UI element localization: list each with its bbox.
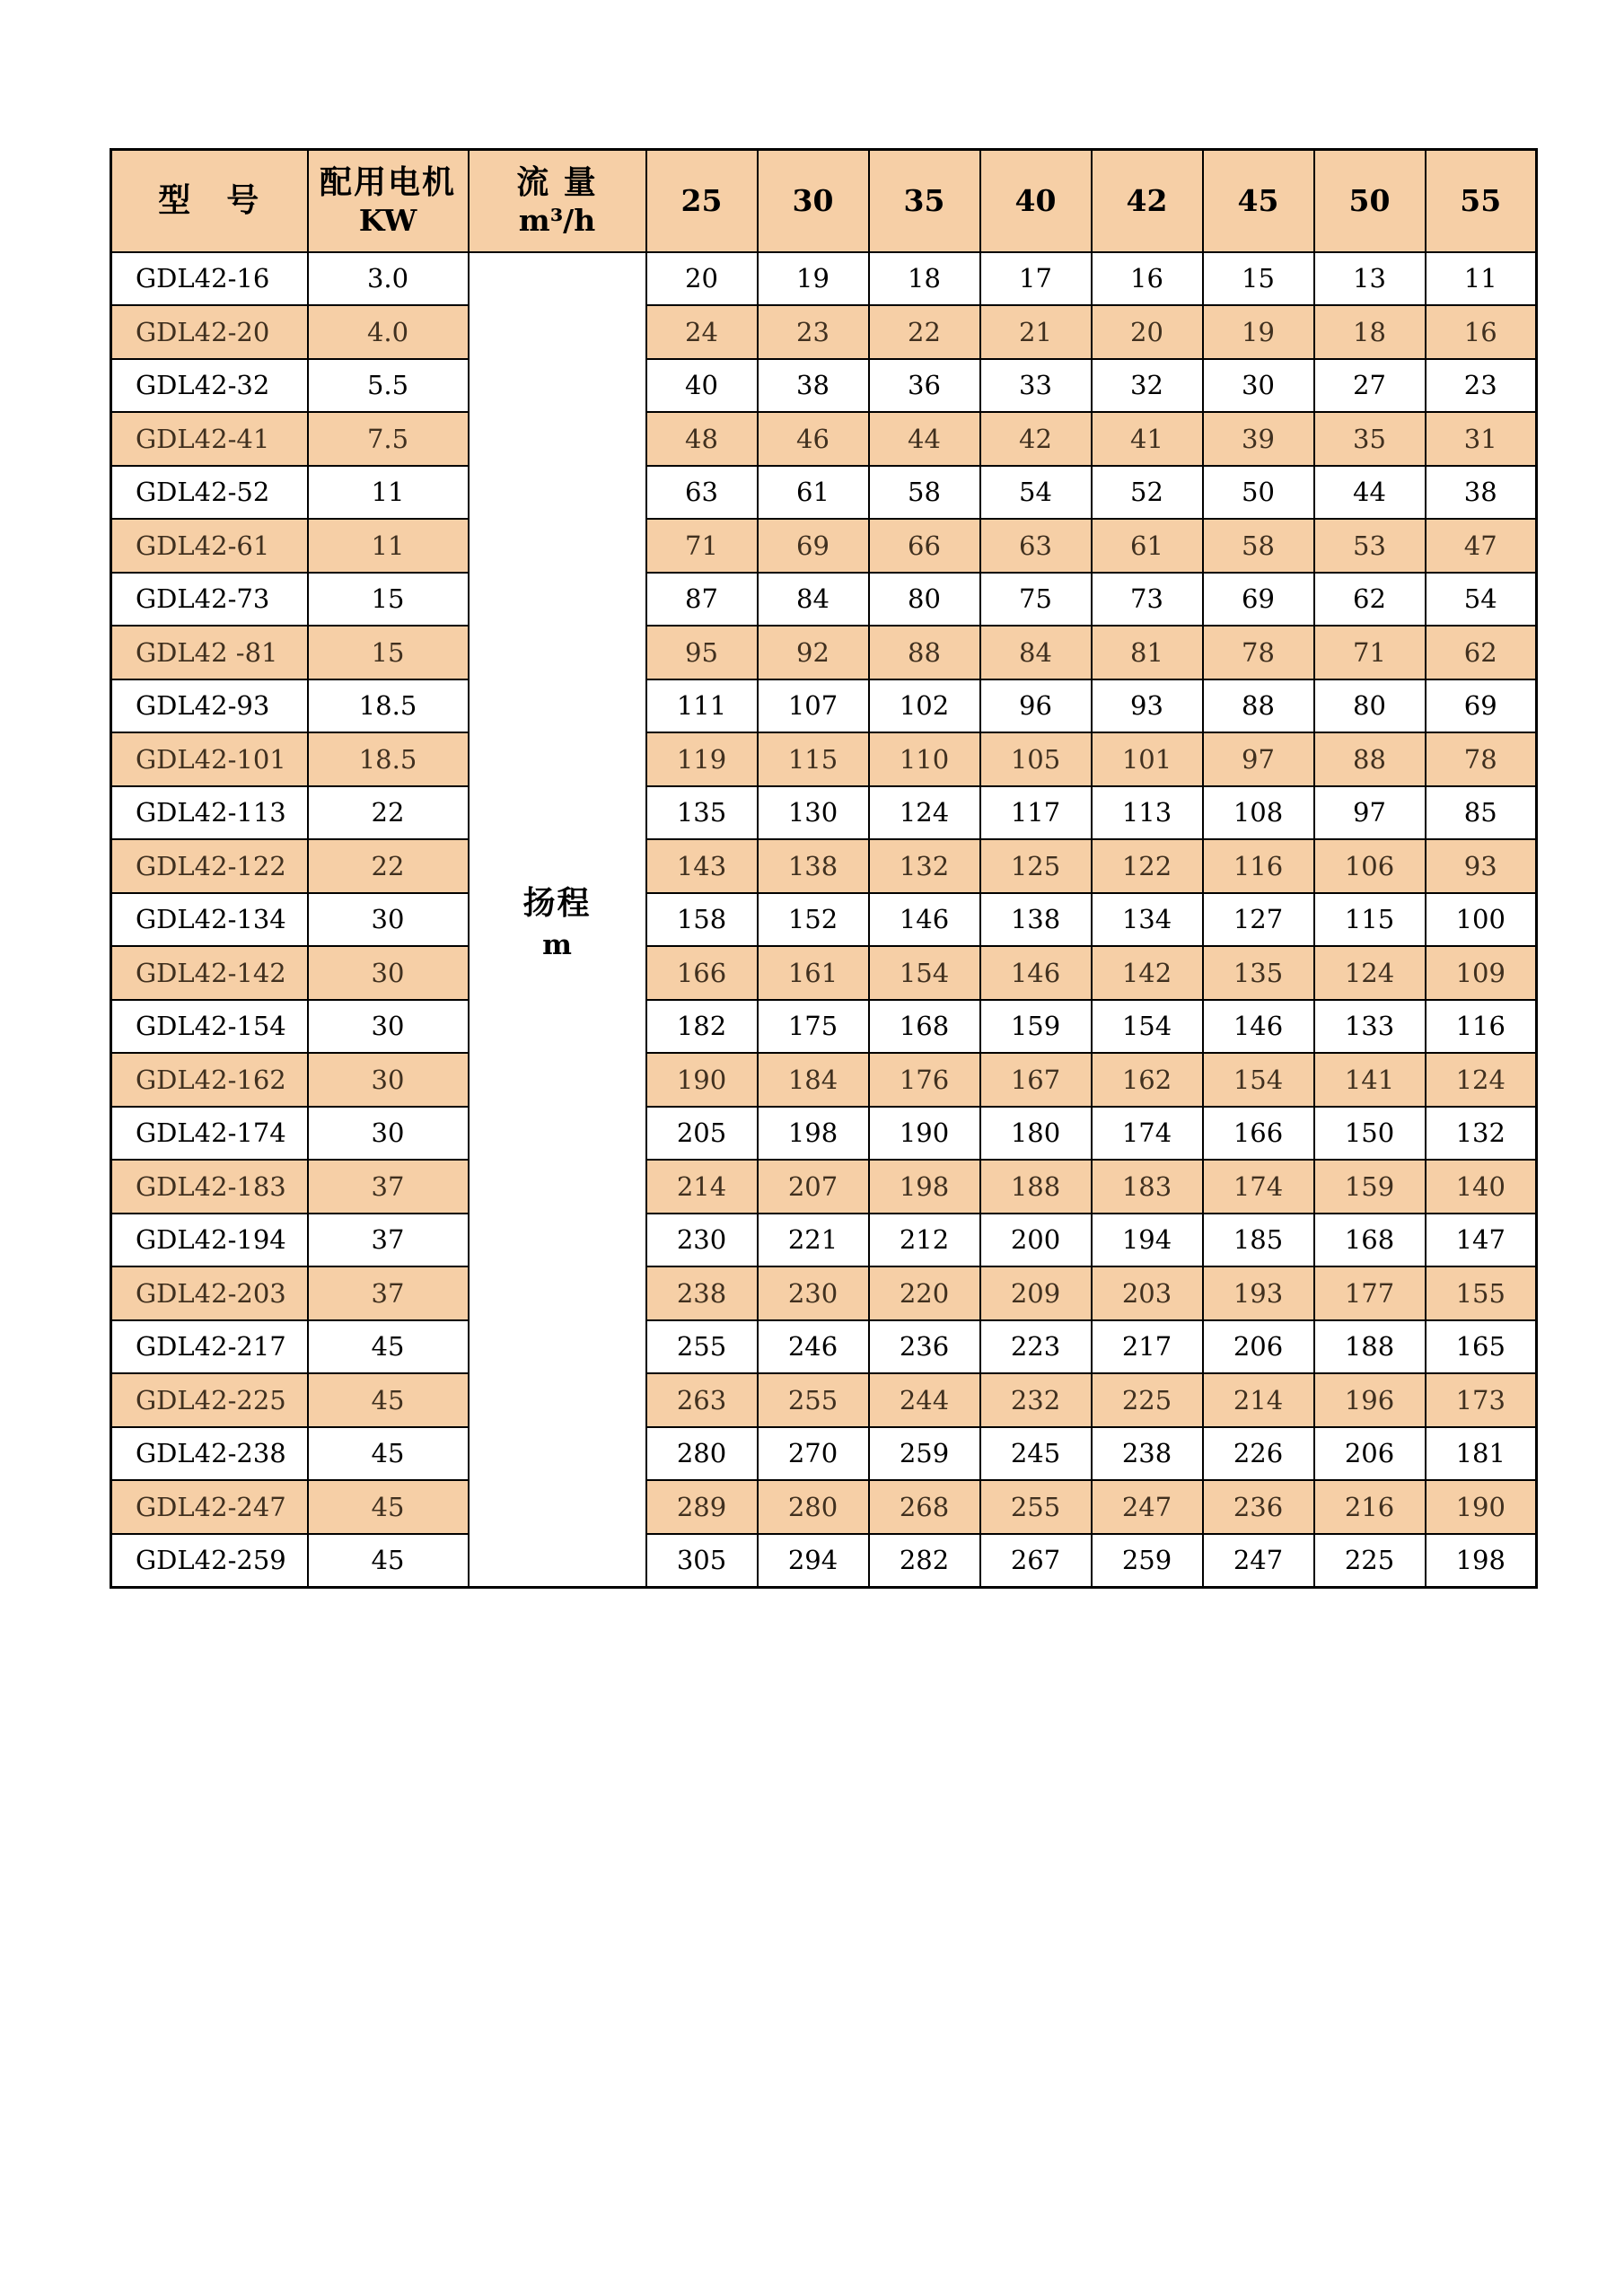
head-value-cell: 188 <box>980 1160 1092 1214</box>
head-value-cell: 134 <box>1092 893 1203 947</box>
head-value-cell: 50 <box>1203 466 1314 520</box>
head-value-cell: 88 <box>869 626 980 679</box>
head-value-cell: 42 <box>980 412 1092 466</box>
head-value-cell: 244 <box>869 1373 980 1427</box>
head-value-cell: 181 <box>1426 1427 1537 1481</box>
head-value-cell: 236 <box>869 1320 980 1374</box>
head-value-cell: 63 <box>646 466 758 520</box>
model-cell: GDL42-142 <box>111 946 308 1000</box>
head-value-cell: 200 <box>980 1214 1092 1267</box>
head-value-cell: 159 <box>1314 1160 1426 1214</box>
head-value-cell: 75 <box>980 573 1092 627</box>
head-value-cell: 263 <box>646 1373 758 1427</box>
head-value-cell: 80 <box>869 573 980 627</box>
motor-kw-cell: 15 <box>308 626 469 679</box>
motor-kw-cell: 5.5 <box>308 359 469 413</box>
head-value-cell: 236 <box>1203 1480 1314 1534</box>
motor-label: 配用电机 <box>319 163 456 202</box>
head-value-cell: 270 <box>758 1427 869 1481</box>
motor-kw-cell: 45 <box>308 1320 469 1374</box>
head-value-cell: 146 <box>1203 1000 1314 1054</box>
head-value-cell: 132 <box>1426 1107 1537 1161</box>
head-value-cell: 63 <box>980 519 1092 573</box>
head-value-cell: 124 <box>1426 1053 1537 1107</box>
head-value-cell: 47 <box>1426 519 1537 573</box>
head-value-cell: 110 <box>869 732 980 786</box>
head-value-cell: 209 <box>980 1266 1092 1320</box>
head-value-cell: 16 <box>1092 252 1203 306</box>
head-value-cell: 175 <box>758 1000 869 1054</box>
head-value-cell: 97 <box>1314 786 1426 840</box>
head-value-cell: 18 <box>1314 305 1426 359</box>
head-value-cell: 38 <box>1426 466 1537 520</box>
table-row <box>111 305 1537 359</box>
head-value-cell: 207 <box>758 1160 869 1214</box>
head-value-cell: 96 <box>980 679 1092 733</box>
head-value-cell: 124 <box>1314 946 1426 1000</box>
table-row <box>111 1427 1537 1481</box>
head-value-cell: 111 <box>646 679 758 733</box>
model-cell: GDL42-61 <box>111 519 308 573</box>
head-value-cell: 18 <box>869 252 980 306</box>
head-value-cell: 80 <box>1314 679 1426 733</box>
head-value-cell: 95 <box>646 626 758 679</box>
model-cell: GDL42-113 <box>111 786 308 840</box>
head-value-cell: 46 <box>758 412 869 466</box>
table-row <box>111 359 1537 413</box>
motor-kw-cell: 37 <box>308 1266 469 1320</box>
head-value-cell: 106 <box>1314 839 1426 893</box>
head-value-cell: 154 <box>1092 1000 1203 1054</box>
motor-kw-cell: 45 <box>308 1480 469 1534</box>
head-value-cell: 17 <box>980 252 1092 306</box>
table-row <box>111 1534 1537 1588</box>
col-header-flow-45: 45 <box>1203 150 1314 252</box>
head-value-cell: 109 <box>1426 946 1537 1000</box>
head-value-cell: 193 <box>1203 1266 1314 1320</box>
head-value-cell: 108 <box>1203 786 1314 840</box>
head-value-cell: 177 <box>1314 1266 1426 1320</box>
motor-kw-cell: 30 <box>308 946 469 1000</box>
model-cell: GDL42-101 <box>111 732 308 786</box>
motor-kw-cell: 30 <box>308 1107 469 1161</box>
head-value-cell: 71 <box>646 519 758 573</box>
head-value-cell: 142 <box>1092 946 1203 1000</box>
model-cell: GDL42-238 <box>111 1427 308 1481</box>
head-value-cell: 152 <box>758 893 869 947</box>
model-cell: GDL42-194 <box>111 1214 308 1267</box>
head-value-cell: 21 <box>980 305 1092 359</box>
col-header-flow-40: 40 <box>980 150 1092 252</box>
col-header-model: 型 号 <box>111 150 308 252</box>
head-value-cell: 38 <box>758 359 869 413</box>
head-value-cell: 294 <box>758 1534 869 1588</box>
head-value-cell: 130 <box>758 786 869 840</box>
head-value-cell: 32 <box>1092 359 1203 413</box>
motor-unit-label: KW <box>358 203 417 239</box>
head-value-cell: 19 <box>758 252 869 306</box>
col-header-flow-35: 35 <box>869 150 980 252</box>
head-value-cell: 33 <box>980 359 1092 413</box>
head-value-cell: 154 <box>1203 1053 1314 1107</box>
head-value-cell: 196 <box>1314 1373 1426 1427</box>
head-value-cell: 183 <box>1092 1160 1203 1214</box>
head-value-cell: 143 <box>646 839 758 893</box>
head-value-cell: 93 <box>1092 679 1203 733</box>
model-cell: GDL42-174 <box>111 1107 308 1161</box>
head-value-cell: 223 <box>980 1320 1092 1374</box>
head-value-cell: 225 <box>1314 1534 1426 1588</box>
head-value-cell: 141 <box>1314 1053 1426 1107</box>
head-value-cell: 48 <box>646 412 758 466</box>
head-value-cell: 217 <box>1092 1320 1203 1374</box>
head-value-cell: 58 <box>869 466 980 520</box>
head-value-cell: 168 <box>869 1000 980 1054</box>
head-value-cell: 267 <box>980 1534 1092 1588</box>
model-cell: GDL42-134 <box>111 893 308 947</box>
head-value-cell: 23 <box>1426 359 1537 413</box>
model-cell: GDL42-154 <box>111 1000 308 1054</box>
head-value-cell: 206 <box>1314 1427 1426 1481</box>
col-header-flow-42: 42 <box>1092 150 1203 252</box>
head-value-cell: 268 <box>869 1480 980 1534</box>
head-value-cell: 20 <box>646 252 758 306</box>
flow-label: 流 量 <box>516 163 598 202</box>
head-value-cell: 132 <box>869 839 980 893</box>
head-value-cell: 71 <box>1314 626 1426 679</box>
head-value-cell: 184 <box>758 1053 869 1107</box>
head-value-cell: 69 <box>1203 573 1314 627</box>
table-row <box>111 412 1537 466</box>
table-row <box>111 1160 1537 1214</box>
head-value-cell: 93 <box>1426 839 1537 893</box>
col-header-flow-30: 30 <box>758 150 869 252</box>
head-value-cell: 115 <box>1314 893 1426 947</box>
head-value-cell: 100 <box>1426 893 1537 947</box>
head-value-cell: 161 <box>758 946 869 1000</box>
head-value-cell: 52 <box>1092 466 1203 520</box>
head-value-cell: 115 <box>758 732 869 786</box>
head-value-cell: 61 <box>1092 519 1203 573</box>
head-value-cell: 16 <box>1426 305 1537 359</box>
head-value-cell: 62 <box>1426 626 1537 679</box>
head-value-cell: 78 <box>1203 626 1314 679</box>
head-value-cell: 146 <box>980 946 1092 1000</box>
head-value-cell: 61 <box>758 466 869 520</box>
head-value-cell: 44 <box>1314 466 1426 520</box>
head-value-cell: 205 <box>646 1107 758 1161</box>
head-value-cell: 167 <box>980 1053 1092 1107</box>
table-header <box>111 150 1537 252</box>
head-value-cell: 138 <box>980 893 1092 947</box>
head-value-cell: 88 <box>1314 732 1426 786</box>
motor-kw-cell: 15 <box>308 573 469 627</box>
head-value-cell: 226 <box>1203 1427 1314 1481</box>
head-value-cell: 255 <box>758 1373 869 1427</box>
model-cell: GDL42-247 <box>111 1480 308 1534</box>
head-value-cell: 159 <box>980 1000 1092 1054</box>
head-value-cell: 198 <box>869 1160 980 1214</box>
head-value-cell: 180 <box>980 1107 1092 1161</box>
motor-kw-cell: 3.0 <box>308 252 469 306</box>
head-value-cell: 166 <box>1203 1107 1314 1161</box>
model-cell: GDL42-183 <box>111 1160 308 1214</box>
motor-kw-cell: 30 <box>308 1053 469 1107</box>
motor-kw-cell: 37 <box>308 1160 469 1214</box>
head-value-cell: 166 <box>646 946 758 1000</box>
head-value-cell: 259 <box>869 1427 980 1481</box>
head-value-cell: 246 <box>758 1320 869 1374</box>
table-row <box>111 893 1537 947</box>
head-value-cell: 176 <box>869 1053 980 1107</box>
table-row <box>111 786 1537 840</box>
head-value-cell: 194 <box>1092 1214 1203 1267</box>
head-value-cell: 41 <box>1092 412 1203 466</box>
head-value-cell: 62 <box>1314 573 1426 627</box>
head-value-cell: 44 <box>869 412 980 466</box>
head-value-cell: 255 <box>646 1320 758 1374</box>
head-value-cell: 282 <box>869 1534 980 1588</box>
head-merged-cell <box>469 252 646 1588</box>
table-row <box>111 1000 1537 1054</box>
head-value-cell: 97 <box>1203 732 1314 786</box>
head-value-cell: 81 <box>1092 626 1203 679</box>
head-value-cell: 305 <box>646 1534 758 1588</box>
head-value-cell: 147 <box>1426 1214 1537 1267</box>
table-row <box>111 252 1537 306</box>
head-value-cell: 84 <box>980 626 1092 679</box>
head-value-cell: 182 <box>646 1000 758 1054</box>
head-value-cell: 39 <box>1203 412 1314 466</box>
head-value-cell: 188 <box>1314 1320 1426 1374</box>
head-value-cell: 198 <box>1426 1534 1537 1588</box>
head-value-cell: 230 <box>758 1266 869 1320</box>
head-label: 扬程 <box>522 883 592 922</box>
model-cell: GDL42-162 <box>111 1053 308 1107</box>
table-row <box>111 1053 1537 1107</box>
head-unit-label: m <box>542 928 572 961</box>
head-value-cell: 150 <box>1314 1107 1426 1161</box>
motor-kw-cell: 22 <box>308 786 469 840</box>
head-value-cell: 22 <box>869 305 980 359</box>
table-row <box>111 626 1537 679</box>
table-row <box>111 1320 1537 1374</box>
pump-spec-table <box>110 148 1538 1589</box>
table-row <box>111 839 1537 893</box>
model-cell: GDL42-20 <box>111 305 308 359</box>
head-value-cell: 214 <box>1203 1373 1314 1427</box>
head-value-cell: 69 <box>758 519 869 573</box>
head-value-cell: 15 <box>1203 252 1314 306</box>
head-value-cell: 155 <box>1426 1266 1537 1320</box>
head-value-cell: 85 <box>1426 786 1537 840</box>
head-value-cell: 124 <box>869 786 980 840</box>
motor-kw-cell: 30 <box>308 893 469 947</box>
motor-kw-cell: 45 <box>308 1373 469 1427</box>
head-value-cell: 53 <box>1314 519 1426 573</box>
head-value-cell: 247 <box>1203 1534 1314 1588</box>
head-value-cell: 135 <box>646 786 758 840</box>
head-value-cell: 220 <box>869 1266 980 1320</box>
head-value-cell: 54 <box>980 466 1092 520</box>
model-cell: GDL42-32 <box>111 359 308 413</box>
model-cell: GDL42-93 <box>111 679 308 733</box>
head-value-cell: 88 <box>1203 679 1314 733</box>
head-value-cell: 58 <box>1203 519 1314 573</box>
model-cell: GDL42-217 <box>111 1320 308 1374</box>
model-cell: GDL42 -81 <box>111 626 308 679</box>
head-value-cell: 87 <box>646 573 758 627</box>
head-value-cell: 214 <box>646 1160 758 1214</box>
head-value-cell: 31 <box>1426 412 1537 466</box>
table-row <box>111 679 1537 733</box>
head-value-cell: 255 <box>980 1480 1092 1534</box>
head-value-cell: 101 <box>1092 732 1203 786</box>
table-row <box>111 1480 1537 1534</box>
head-value-cell: 280 <box>758 1480 869 1534</box>
model-cell: GDL42-122 <box>111 839 308 893</box>
head-value-cell: 280 <box>646 1427 758 1481</box>
head-value-cell: 185 <box>1203 1214 1314 1267</box>
head-value-cell: 92 <box>758 626 869 679</box>
motor-kw-cell: 22 <box>308 839 469 893</box>
col-header-flow-25: 25 <box>646 150 758 252</box>
head-value-cell: 113 <box>1092 786 1203 840</box>
model-cell: GDL42-203 <box>111 1266 308 1320</box>
head-value-cell: 225 <box>1092 1373 1203 1427</box>
head-value-cell: 127 <box>1203 893 1314 947</box>
head-value-cell: 190 <box>869 1107 980 1161</box>
motor-kw-cell: 11 <box>308 466 469 520</box>
head-value-cell: 203 <box>1092 1266 1203 1320</box>
head-value-cell: 117 <box>980 786 1092 840</box>
head-value-cell: 35 <box>1314 412 1426 466</box>
head-value-cell: 247 <box>1092 1480 1203 1534</box>
head-value-cell: 245 <box>980 1427 1092 1481</box>
model-cell: GDL42-225 <box>111 1373 308 1427</box>
motor-kw-cell: 45 <box>308 1427 469 1481</box>
head-value-cell: 232 <box>980 1373 1092 1427</box>
head-value-cell: 238 <box>646 1266 758 1320</box>
head-value-cell: 23 <box>758 305 869 359</box>
head-value-cell: 206 <box>1203 1320 1314 1374</box>
head-value-cell: 174 <box>1203 1160 1314 1214</box>
head-value-cell: 73 <box>1092 573 1203 627</box>
head-value-cell: 221 <box>758 1214 869 1267</box>
motor-kw-cell: 11 <box>308 519 469 573</box>
model-cell: GDL42-41 <box>111 412 308 466</box>
head-value-cell: 212 <box>869 1214 980 1267</box>
col-header-flow-55: 55 <box>1426 150 1537 252</box>
table-body <box>111 252 1537 1588</box>
motor-kw-cell: 30 <box>308 1000 469 1054</box>
head-value-cell: 154 <box>869 946 980 1000</box>
table-row <box>111 466 1537 520</box>
head-value-cell: 66 <box>869 519 980 573</box>
head-value-cell: 259 <box>1092 1534 1203 1588</box>
head-value-cell: 84 <box>758 573 869 627</box>
head-value-cell: 133 <box>1314 1000 1426 1054</box>
head-value-cell: 198 <box>758 1107 869 1161</box>
model-cell: GDL42-52 <box>111 466 308 520</box>
head-value-cell: 19 <box>1203 305 1314 359</box>
head-value-cell: 27 <box>1314 359 1426 413</box>
motor-kw-cell: 18.5 <box>308 732 469 786</box>
head-value-cell: 40 <box>646 359 758 413</box>
header-row <box>111 150 1537 252</box>
head-value-cell: 107 <box>758 679 869 733</box>
head-value-cell: 174 <box>1092 1107 1203 1161</box>
head-value-cell: 146 <box>869 893 980 947</box>
head-value-cell: 135 <box>1203 946 1314 1000</box>
head-value-cell: 190 <box>646 1053 758 1107</box>
head-value-cell: 78 <box>1426 732 1537 786</box>
table-row <box>111 1373 1537 1427</box>
motor-kw-cell: 7.5 <box>308 412 469 466</box>
head-value-cell: 190 <box>1426 1480 1537 1534</box>
head-value-cell: 69 <box>1426 679 1537 733</box>
head-value-cell: 140 <box>1426 1160 1537 1214</box>
motor-kw-cell: 45 <box>308 1534 469 1588</box>
table-row <box>111 573 1537 627</box>
head-value-cell: 36 <box>869 359 980 413</box>
head-value-cell: 119 <box>646 732 758 786</box>
col-header-flow <box>469 150 646 252</box>
motor-kw-cell: 18.5 <box>308 679 469 733</box>
table-row <box>111 946 1537 1000</box>
head-value-cell: 24 <box>646 305 758 359</box>
head-value-cell: 165 <box>1426 1320 1537 1374</box>
table-row <box>111 1214 1537 1267</box>
head-value-cell: 289 <box>646 1480 758 1534</box>
col-header-flow-50: 50 <box>1314 150 1426 252</box>
model-cell: GDL42-73 <box>111 573 308 627</box>
head-value-cell: 125 <box>980 839 1092 893</box>
motor-kw-cell: 37 <box>308 1214 469 1267</box>
table-row <box>111 1266 1537 1320</box>
head-value-cell: 30 <box>1203 359 1314 413</box>
head-value-cell: 173 <box>1426 1373 1537 1427</box>
head-value-cell: 13 <box>1314 252 1426 306</box>
flow-unit-label: m³/h <box>518 203 596 239</box>
head-value-cell: 116 <box>1203 839 1314 893</box>
col-header-motor <box>308 150 469 252</box>
head-value-cell: 230 <box>646 1214 758 1267</box>
table-row <box>111 1107 1537 1161</box>
head-value-cell: 122 <box>1092 839 1203 893</box>
head-value-cell: 168 <box>1314 1214 1426 1267</box>
head-value-cell: 162 <box>1092 1053 1203 1107</box>
model-cell: GDL42-259 <box>111 1534 308 1588</box>
head-value-cell: 105 <box>980 732 1092 786</box>
table-row <box>111 519 1537 573</box>
head-value-cell: 138 <box>758 839 869 893</box>
table-row <box>111 732 1537 786</box>
head-value-cell: 20 <box>1092 305 1203 359</box>
head-value-cell: 11 <box>1426 252 1537 306</box>
head-value-cell: 116 <box>1426 1000 1537 1054</box>
head-value-cell: 238 <box>1092 1427 1203 1481</box>
head-value-cell: 158 <box>646 893 758 947</box>
head-value-cell: 102 <box>869 679 980 733</box>
head-value-cell: 54 <box>1426 573 1537 627</box>
motor-kw-cell: 4.0 <box>308 305 469 359</box>
model-cell: GDL42-16 <box>111 252 308 306</box>
head-value-cell: 216 <box>1314 1480 1426 1534</box>
